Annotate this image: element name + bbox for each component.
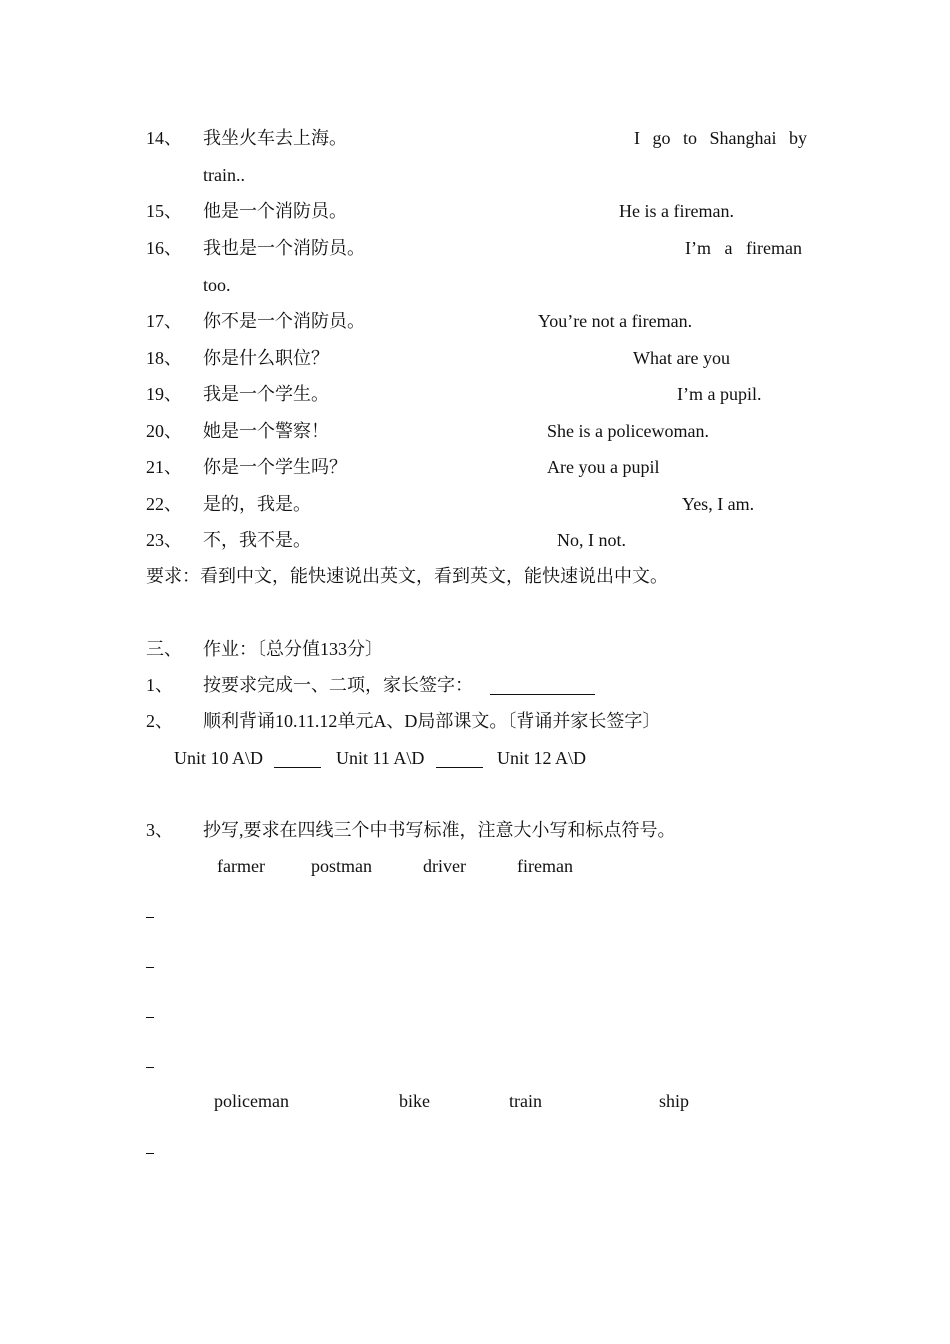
section-title: 作业：〔总分值133分〕	[203, 639, 383, 659]
item-english: Are you a pupil	[547, 457, 660, 477]
item-chinese: 他是一个消防员。	[203, 201, 347, 221]
parent-signature-blank	[490, 676, 595, 695]
writing-line-marker	[146, 1153, 154, 1154]
item-chinese: 你是一个学生吗？	[203, 457, 347, 477]
item-chinese: 我是一个学生。	[203, 384, 329, 404]
unit-label: Unit 10 A\D	[174, 748, 264, 768]
item-number: 18、	[146, 348, 182, 368]
task-text: 抄写,要求在四线三个中书写标准，注意大小写和标点符号。	[203, 820, 676, 840]
item-chinese: 你是什么职位？	[203, 348, 329, 368]
copy-word: ship	[659, 1091, 690, 1111]
item-number: 15、	[146, 201, 182, 221]
item-number: 19、	[146, 384, 182, 404]
item-number: 17、	[146, 311, 182, 331]
item-number: 22、	[146, 494, 182, 514]
item-chinese: 不，我不是。	[203, 530, 311, 550]
item-number: 21、	[146, 457, 182, 477]
copy-word: bike	[399, 1091, 430, 1111]
item-english: Yes, I am.	[682, 494, 755, 514]
copy-word: driver	[423, 856, 466, 876]
writing-line-marker	[146, 967, 154, 968]
task-number: 3、	[146, 820, 173, 840]
item-chinese: 你不是一个消防员。	[203, 311, 365, 331]
item-number: 16、	[146, 238, 182, 258]
task-number: 2、	[146, 711, 173, 731]
writing-line-marker	[146, 917, 154, 918]
item-english: No, I not.	[557, 530, 626, 550]
copy-word: train	[509, 1091, 542, 1111]
copy-word: farmer	[217, 856, 265, 876]
item-chinese: 我坐火车去上海。	[203, 128, 347, 148]
item-english: He is a fireman.	[619, 201, 734, 221]
item-chinese: 她是一个警察！	[203, 421, 329, 441]
item-english: I go to Shanghai by	[634, 128, 807, 148]
task-text: 顺利背诵10.11.12单元A、D局部课文。〔背诵并家长签字〕	[203, 711, 661, 731]
unit-label: Unit 11 A\D	[336, 748, 425, 768]
item-number: 20、	[146, 421, 182, 441]
copy-word: postman	[311, 856, 372, 876]
item-english: You’re not a fireman.	[538, 311, 693, 331]
task-number: 1、	[146, 675, 173, 695]
task-text: 按要求完成一、二项，家长签字：	[203, 675, 473, 695]
unit-label: Unit 12 A\D	[497, 748, 587, 768]
item-number: 14、	[146, 128, 182, 148]
writing-line-marker	[146, 1017, 154, 1018]
writing-line-marker	[146, 1067, 154, 1068]
item-chinese: 我也是一个消防员。	[203, 238, 365, 258]
copy-word: fireman	[517, 856, 573, 876]
copy-word: policeman	[214, 1091, 289, 1111]
section-number: 三、	[146, 639, 182, 659]
unit-signature-blank	[274, 749, 321, 768]
unit-signature-blank	[436, 749, 483, 768]
item-number: 23、	[146, 530, 182, 550]
item-chinese: 是的，我是。	[203, 494, 311, 514]
item-english: I’m a fireman	[685, 238, 802, 258]
requirement-text: 要求：看到中文，能快速说出英文，看到英文，能快速说出中文。	[146, 566, 668, 586]
item-english-continued: too.	[203, 275, 231, 295]
item-english: What are you	[633, 348, 730, 368]
item-english: I’m a pupil.	[677, 384, 762, 404]
item-english-continued: train..	[203, 165, 245, 185]
item-english: She is a policewoman.	[547, 421, 709, 441]
